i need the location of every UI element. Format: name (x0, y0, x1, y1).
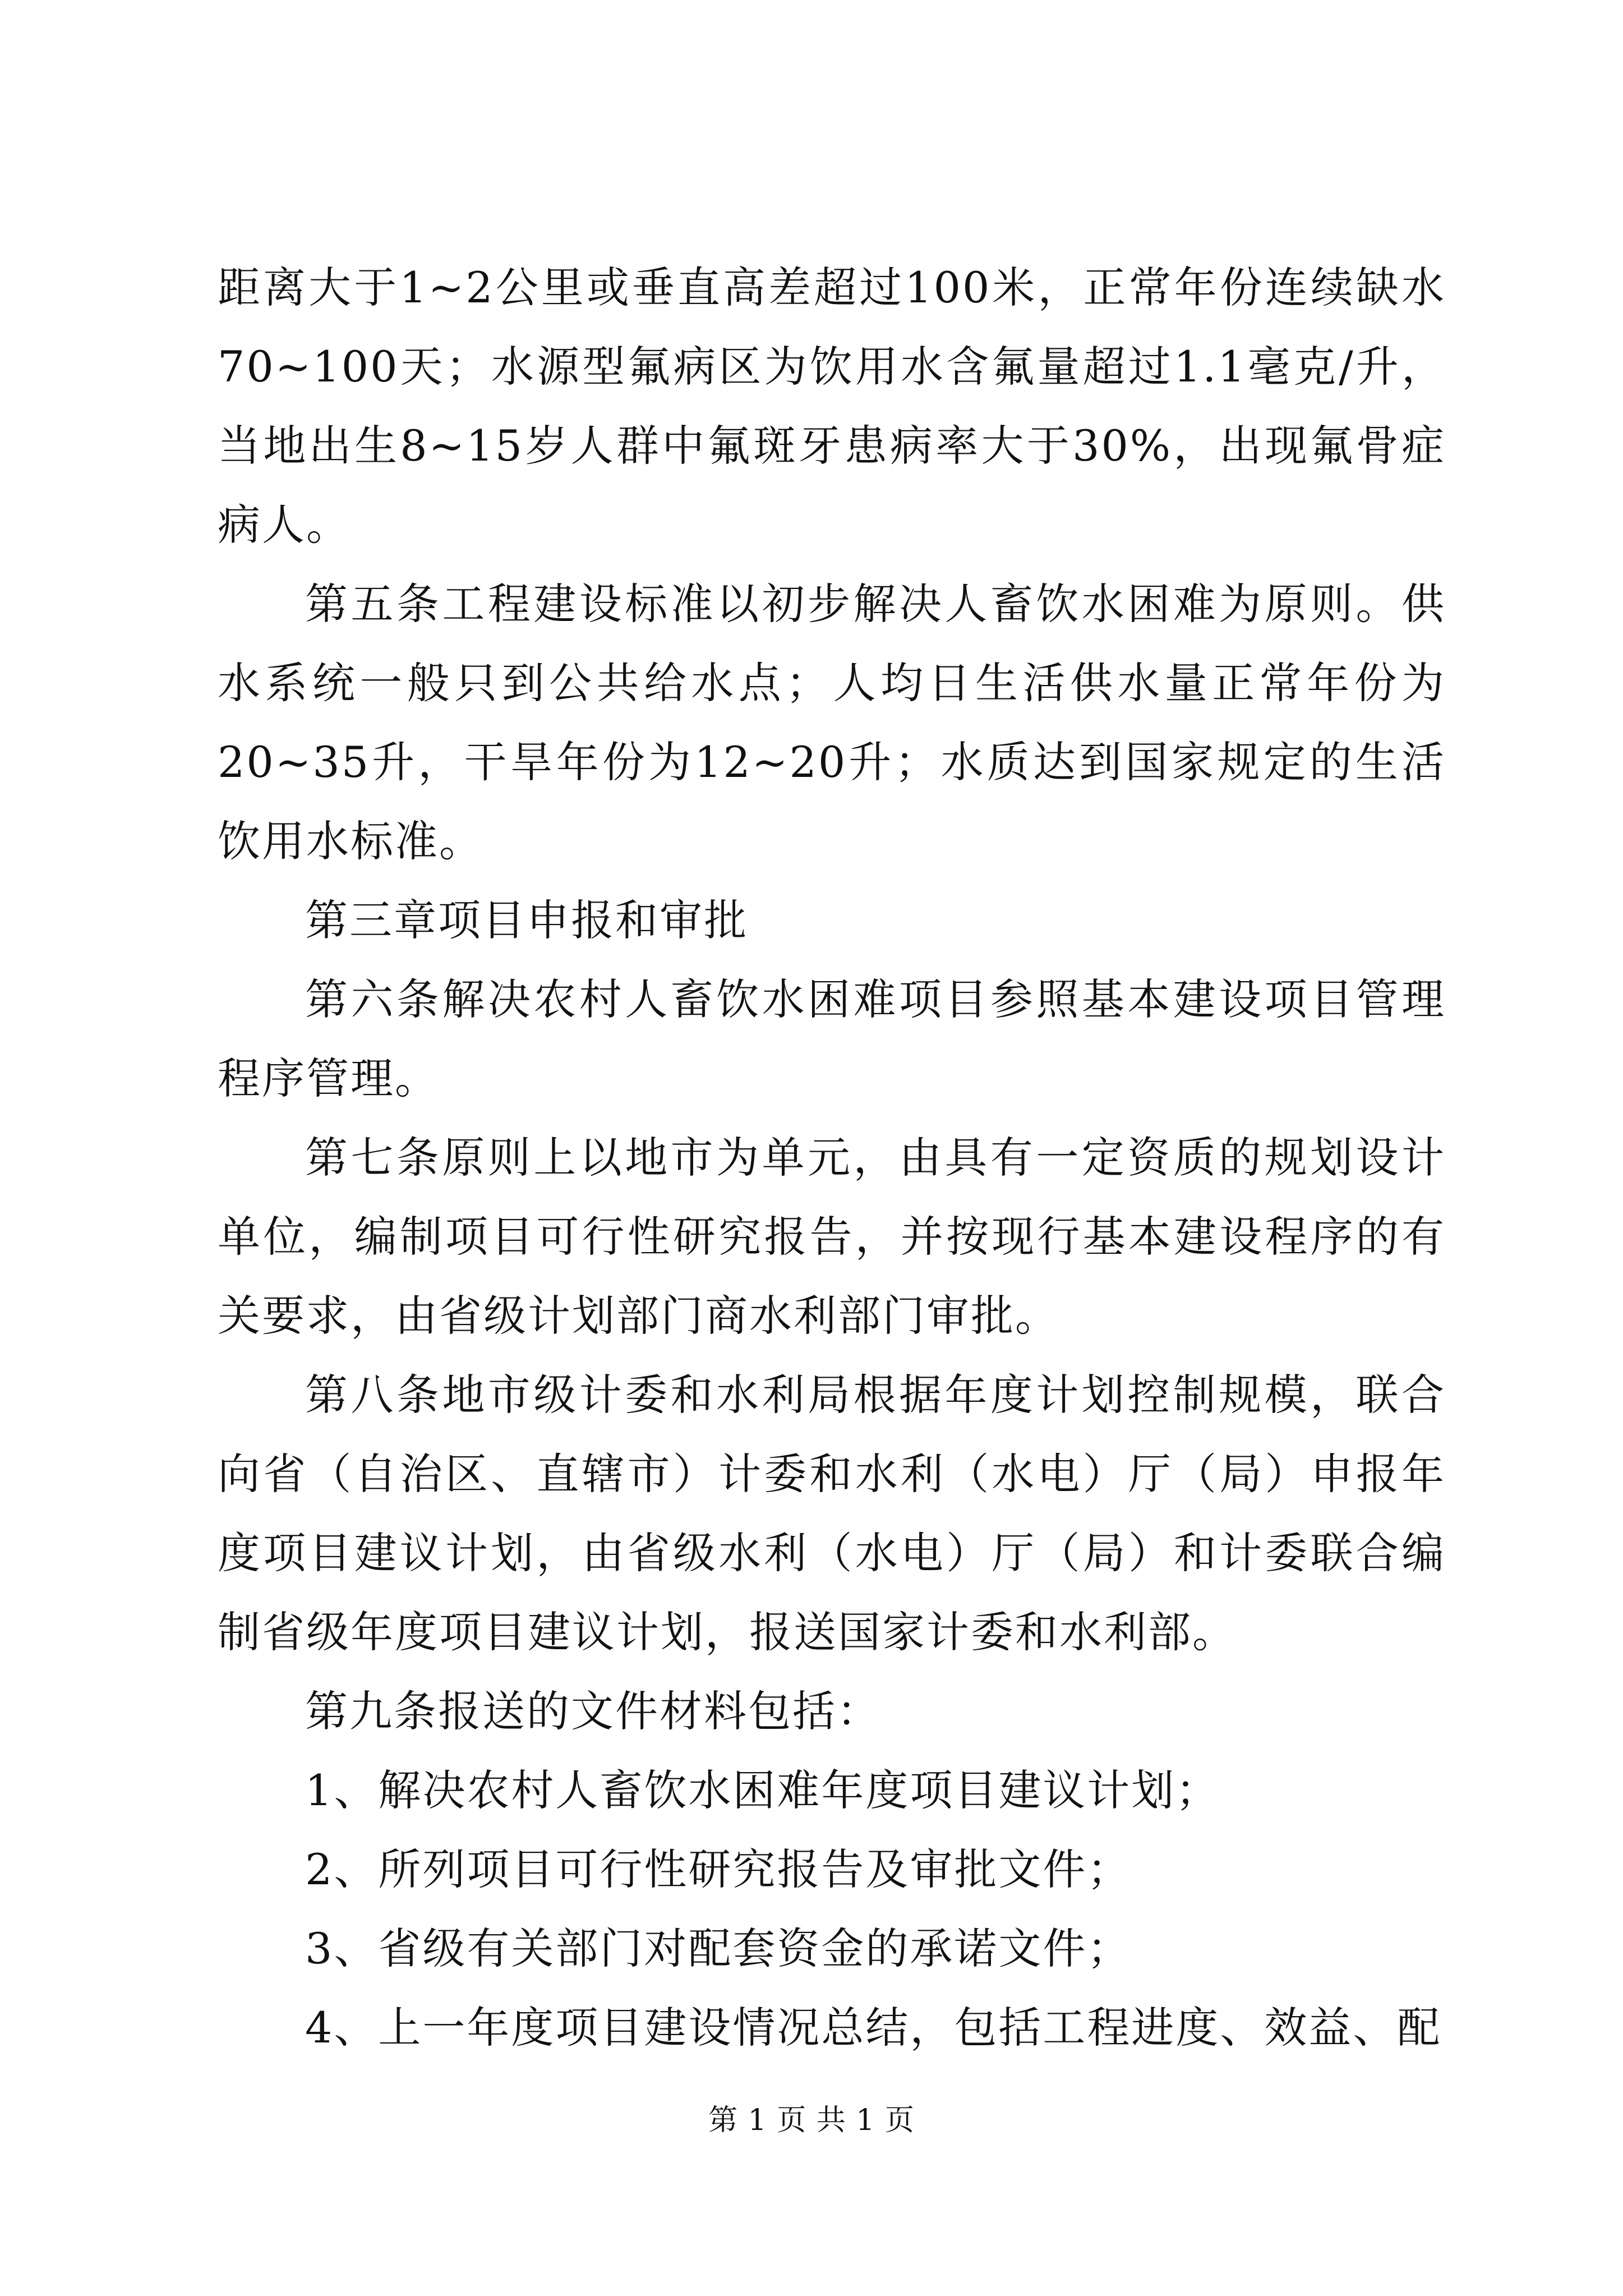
list-item: 2、所列项目可行性研究报告及审批文件； (305, 1844, 1132, 1894)
chapter-heading: 第三章项目申报和审批 (305, 895, 748, 945)
list-item: 4、上一年度项目建设情况总结，包括工程进度、效益、配 (305, 2003, 1442, 2053)
paragraph-article-8: 第八条地市级计委和水利局根据年度计划控制规模，联合向省（自治区、直辖市）计委和水利（水电）厅（局）申报年度项目建议计划，由省级水利（水电）厅（局）和计委联合编制省级年度项目建议计划，报送国家计委和水利部。 (218, 1370, 1446, 1657)
page-number-footer: 第 1 页 共 1 页 (708, 2104, 915, 2137)
paragraph-article-5: 第五条工程建设标准以初步解决人畜饮水困难为原则。供水系统一般只到公共给水点；人均日生活供水量正常年份为20~35升，干旱年份为12~20升；水质达到国家规定的生活饮用水标准。 (218, 579, 1446, 866)
list-item: 3、省级有关部门对配套资金的承诺文件； (305, 1924, 1132, 1973)
paragraph-article-7: 第七条原则上以地市为单元，由具有一定资质的规划设计单位，编制项目可行性研究报告，并按现行基本建设程序的有关要求，由省级计划部门商水利部门审批。 (218, 1133, 1446, 1341)
paragraph-continuation: 距离大于1~2公里或垂直高差超过100米，正常年份连续缺水70~100天；水源型氟病区为饮用水含氟量超过1.1毫克/升，当地出生8~15岁人群中氟斑牙患病率大于30%，出现氟骨症病人。 (218, 263, 1446, 550)
paragraph-article-9: 第九条报送的文件材料包括： (305, 1686, 881, 1736)
paragraph-article-6: 第六条解决农村人畜饮水困难项目参照基本建设项目管理程序管理。 (218, 974, 1446, 1103)
document-body (218, 248, 1446, 2067)
list-item: 1、解决农村人畜饮水困难年度项目建议计划； (305, 1765, 1220, 1815)
